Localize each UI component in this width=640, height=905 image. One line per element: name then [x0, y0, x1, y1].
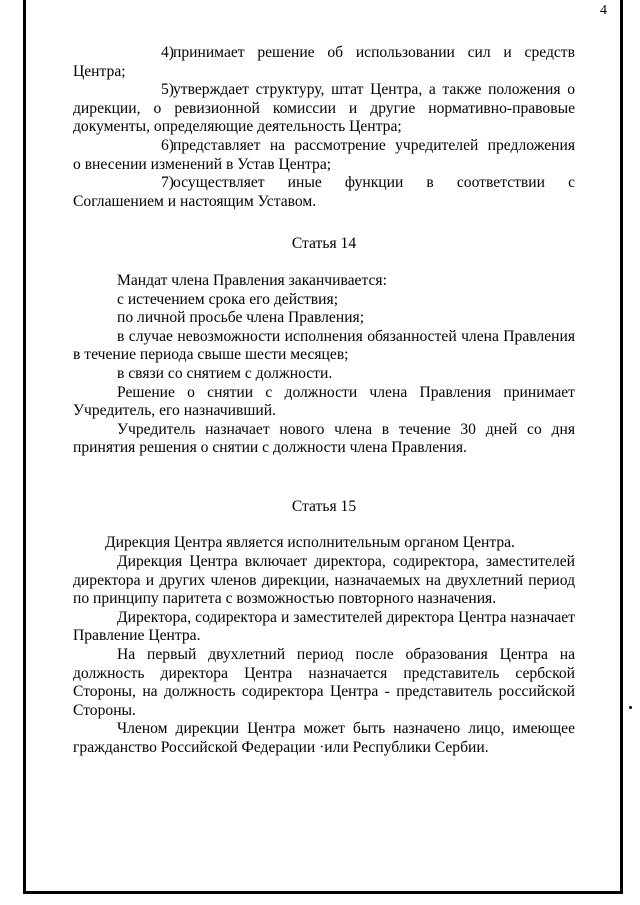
paragraph: Дирекция Центра включает директора, содиректора, заместителей директора и других членов дирекции, назначаемых на двухлетний период по принципу паритета с возможностью повторного назначения. [73, 553, 575, 608]
list-item: 4)принимает решение об использовании сил и средств [161, 44, 575, 61]
list-item: 6)представляет на рассмотрение учредителей предложения [161, 136, 575, 154]
page-number: 4 [600, 3, 607, 18]
list-item-continuation: о внесении изменений в Устав Центра; [73, 155, 332, 173]
article-14-title: Статья 14 [291, 235, 357, 253]
list-item-continuation: дирекции, о ревизионной комиссии и другие нормативно-правовые документы, определяющие деятельность Центра; [73, 99, 575, 136]
paragraph: Мандат члена Правления заканчивается: [117, 271, 387, 289]
list-item-continuation: Соглашением и настоящим Уставом. [73, 192, 317, 210]
paragraph: На первый двухлетний период после образования Центра на должность директора Центра назначается представитель сербской Стороны, на должность содиректора Центра - представитель российской Стороны. [73, 646, 575, 719]
scan-speck [629, 706, 632, 709]
paragraph: Членом дирекции Центра может быть назначено лицо, имеющее гражданство Российской Федерации ·или Республики Сербии. [73, 720, 575, 756]
list-item: 7)осуществляет иные функции в соответствии с [161, 174, 575, 192]
document-body [73, 44, 575, 758]
paragraph: Директора, содиректора и заместителей директора Центра назначает Правление Центра. [73, 608, 575, 645]
paragraph: Дирекция Центра является исполнительным органом Центра. [105, 534, 515, 552]
paragraph: в связи со снятием с должности. [117, 364, 333, 382]
article-15-title: Статья 15 [291, 497, 357, 515]
paragraph: в случае невозможности исполнения обязанностей члена Правления в течение периода свыше шести месяцев; [73, 327, 575, 364]
paragraph: по личной просьбе члена Правления; [117, 309, 365, 327]
list-item-continuation: Центра; [73, 62, 126, 80]
list-item: 5)утверждает структуру, штат Центра, а также положения о [161, 81, 575, 99]
paragraph: с истечением срока его действия; [117, 290, 339, 308]
paragraph: Учредитель назначает нового члена в течение 30 дней со дня принятия решения о снятии с должности члена Правления. [73, 420, 575, 457]
powers-list [73, 44, 575, 211]
paragraph: Решение о снятии с должности члена Правления принимает Учредитель, его назначивший. [73, 383, 575, 420]
